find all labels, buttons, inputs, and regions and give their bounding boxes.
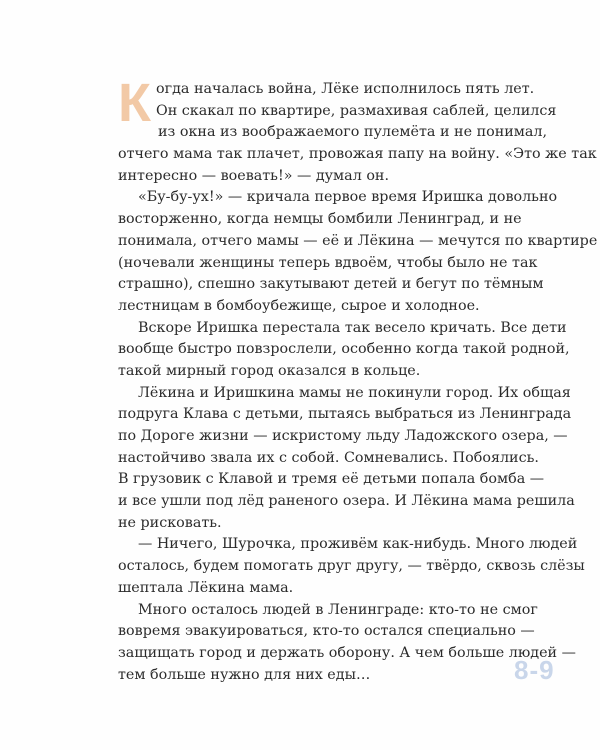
text-line: вовремя эвакуироваться, кто-то остался специально — bbox=[118, 623, 535, 640]
text-line: и все ушли под лёд раненого озера. И Лёкина мама решила bbox=[118, 493, 575, 510]
text-line: Лёкина и Иришкина мамы не покинули город. Их общая bbox=[138, 384, 571, 401]
text-line: понимала, отчего мамы — её и Лёкина — мечутся по квартире bbox=[118, 232, 598, 249]
text-line: тем больше нужно для них еды… bbox=[118, 666, 371, 683]
text-line: такой мирный город оказался в кольце. bbox=[118, 362, 421, 379]
page-number: 8-9 bbox=[514, 655, 555, 685]
text-line: защищать город и держать оборону. А чем больше людей — bbox=[118, 644, 576, 661]
story-text bbox=[118, 73, 598, 686]
text-line: вообще быстро повзрослели, особенно когда такой родной, bbox=[118, 341, 570, 358]
text-line: Много осталось людей в Ленинграде: кто-то не смог bbox=[138, 601, 538, 618]
text-line: (ночевали женщины теперь вдвоём, чтобы было не так bbox=[118, 254, 538, 271]
text-line: из окна из воображаемого пулемёта и не понимал, bbox=[158, 124, 548, 141]
text-line: подруга Клава с детьми, пытаясь выбраться из Ленинграда bbox=[118, 406, 572, 423]
drop-cap: К bbox=[118, 73, 151, 133]
text-line: шептала Лёкина мама. bbox=[118, 579, 294, 596]
text-line: лестницам в бомбоубежище, сырое и холодное. bbox=[118, 297, 480, 314]
text-line: страшно), спешно закутывают детей и бегут по тёмным bbox=[118, 276, 544, 293]
text-line: настойчиво звала их с собой. Сомневались. Побоялись. bbox=[118, 449, 539, 466]
text-line: восторженно, когда немцы бомбили Ленинград, и не bbox=[118, 211, 522, 228]
text-line: осталось, будем помогать друг другу, — твёрдо, сквозь слёзы bbox=[118, 558, 585, 575]
text-line: интересно — воевать!» — думал он. bbox=[118, 167, 389, 184]
text-line: Он скакал по квартире, размахивая саблей, целился bbox=[156, 102, 557, 119]
text-line: — Ничего, Шурочка, проживём как-нибудь. Много людей bbox=[138, 536, 578, 553]
line-text: огда началась война, Лёке исполнилось пять лет. bbox=[156, 81, 535, 97]
text-line: Вскоре Иришка перестала так весело кричать. Все дети bbox=[138, 319, 567, 336]
text-line: «Бу-бу-ух!» — кричала первое время Иришка довольно bbox=[138, 189, 558, 206]
text-line: В грузовик с Клавой и тремя её детьми попала бомба — bbox=[118, 471, 545, 488]
text-line: отчего мама так плачет, провожая папу на войну. «Это же так bbox=[118, 146, 597, 163]
text-line: не рисковать. bbox=[118, 514, 222, 531]
text-line: по Дороге жизни — искристому льду Ладожского озера, — bbox=[118, 428, 568, 444]
